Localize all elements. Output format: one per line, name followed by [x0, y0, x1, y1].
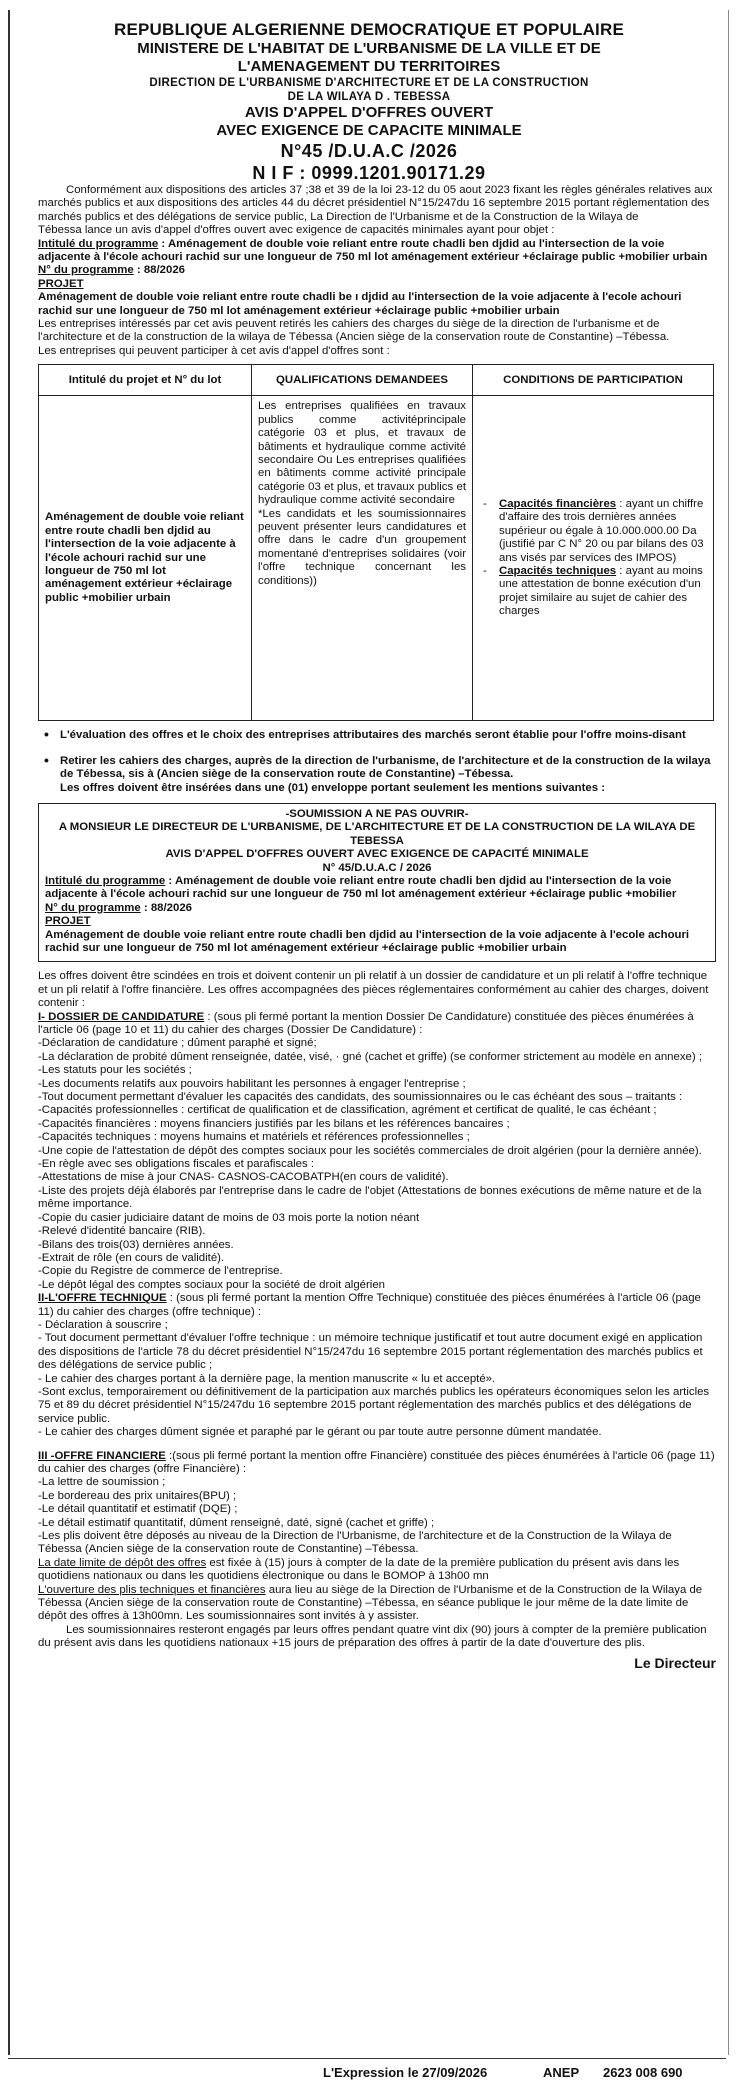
program-number: N° du programme : 88/2026 [38, 264, 185, 277]
dossier-candidature-list [38, 1037, 716, 1292]
envelope-box [38, 803, 716, 962]
list-item: -En règle avec ses obligations fiscales et parafiscales : [38, 1158, 315, 1171]
table-header-qualifications: QUALIFICATIONS DEMANDEES [252, 365, 473, 396]
publication-footer [8, 2058, 726, 2085]
signature: Le Directeur [634, 1654, 716, 1671]
intro-paragraph: Conformément aux dispositions des articles 37 ;38 et 39 de la loi 23-12 du 05 aout 2023 fixant les règles générales relatives aux marchés publics et aux dispositions des articles 44 du décret présidentiel N°15/247du 16 septembre 2015 portant réglementation des marchés publics et des délégations de service public, La Direction de l'Urbanisme et de la Construction de la Wilaya de [38, 184, 713, 223]
validity-paragraph: Les soumissionnaires resteront engagés par leurs offres pendant quatre vint dix (90) jours à compter de la première publication du présent avis dans les quotidiens nationaux +15 jours de préparation des offres à partir de la date d'ouverture des plis. [38, 1623, 707, 1650]
list-item: -Le dépôt légal des comptes sociaux pour la société de droit algérien [38, 1278, 385, 1291]
offre-financiere-heading: III -OFFRE FINANCIERE :(sous pli fermé portant la mention offre Financière) constituée des pièces énumérées à l'article 06 (page 11) du cahier des charges (offre Financière) : [38, 1449, 715, 1475]
projet-label: PROJET [38, 277, 84, 290]
withdraw-paragraph: Les entreprises intéressés par cet avis peuvent retirés les cahiers des charges du siège de la direction de l'urbanisme et de l'architecture et de la construction de la wilaya de Tébessa (Ancien siège de la conservation route de Constantine) –Tébessa. [38, 318, 670, 344]
list-item: -Tout document permettant d'évaluer les capacités des candidats, des soumissionnaires ou le cas échéant des sous – traitants : [38, 1091, 683, 1104]
offers-intro: Les offres doivent être scindées en trois et doivent contenir un pli relatif à un dossier de candidature et un pli relatif à l'offre technique et un pli relatif à l'offre financière. Les offres accompagnées des pièces réglementaires conformément au cahier des charges, doivent contenir : [38, 970, 709, 1010]
list-item: -Extrait de rôle (en cours de validité). [38, 1251, 225, 1264]
header-avis: AVIS D'APPEL D'OFFRES OUVERT [244, 104, 494, 121]
list-item: -Déclaration de candidature ; dûment paraphé et signé; [38, 1037, 317, 1050]
offre-technique-heading: II-L'OFFRE TECHNIQUE : (sous pli fermé portant la mention Offre Technique) constituée des pièces énumérées à l'article 06 (page 11) du cahier des charges (offre technique) : [38, 1292, 701, 1318]
list-item: -Le détail estimatif quantitatif, dûment renseigné, daté, signé (cachet et griffe) ; [38, 1516, 435, 1529]
list-item: - Déclaration à souscrire ; [38, 1318, 168, 1331]
offre-technique-list [38, 1319, 716, 1440]
footer-agency: ANEP [543, 2065, 580, 2080]
dossier-candidature-heading: I- DOSSIER DE CANDIDATURE : (sous pli fermé portant la mention Dossier De Candidature) constituée des pièces énumérées à l'article 06 (page 10 et 11) du cahier des charges (Dossier De Candidature) : [38, 1010, 694, 1036]
header-avis-2: AVEC EXIGENCE DE CAPACITE MINIMALE [216, 122, 522, 139]
table-header-conditions: CONDITIONS DE PARTICIPATION [473, 365, 714, 396]
list-item: -Les plis doivent être déposés au niveau de la Direction de l'Urbanisme, de l'architecture et de la Construction de la Wilaya de Tébessa (Ancien siège de la conservation route de Constantine) –Tébessa. [38, 1530, 672, 1556]
list-item: -Copie du casier judiciaire datant de moins de 03 mois porte la notion néant [38, 1211, 420, 1224]
list-item: -Une copie de l'attestation de dépôt des comptes sociaux pour les sociétés commerciales de droit algérien (pour la dernière année). [38, 1144, 702, 1157]
list-item: - Tout document permettant d'évaluer l'offre technique : un mémoire technique justificatif et tout autre document exigé en application des dispositions de l'article 78 du décret présidentiel N°15/247du 16 septembre 2015 portant réglementation des marchés publics et des délégations de service public ; [38, 1332, 703, 1372]
header-ministry-2: L'AMENAGEMENT DU TERRITOIRES [237, 58, 501, 75]
list-item: -Attestations de mise à jour CNAS- CASNOS-CACOBATPH(en cours de validité). [38, 1171, 449, 1184]
envelope-projet-text: Aménagement de double voie reliant entre route chadli ben djdid au l'intersection de la voie adjacente à l'ecole achouri rachid sur une longueur de 750 ml lot aménagement extérieur +éclairage public +mobilier urbain [45, 928, 690, 954]
intro-section [10, 184, 728, 1670]
header-number: N°45 /D.U.A.C /2026 [280, 141, 458, 161]
list-item: -Copie du Registre de commerce de l'entreprise. [38, 1265, 283, 1278]
notice-page [8, 10, 729, 2055]
header-republic: REPUBLIQUE ALGERIENNE DEMOCRATIQUE ET POPULAIRE [114, 20, 624, 39]
list-item: -La lettre de soumission ; [38, 1476, 166, 1489]
intro-paragraph-2: Tébessa lance un avis d'appel d'offres ouvert avec exigence de capacités minimales ayant pour objet : [38, 224, 555, 237]
list-item: -Capacités professionnelles : certificat de qualification et de classification, agrément et certificat de qualité, le cas échéant ; [38, 1104, 657, 1117]
opening-paragraph: L'ouverture des plis techniques et financières aura lieu au siège de la Direction de l'Urbanisme et de la Construction de la Wilaya de Tébessa (Ancien siège de la conservation route de Constantine) –Tébessa, en séance publique le jour même de la date limite de dépôt des offres à 13h00mn. Les soumissionnaires sont invités à y assister. [38, 1583, 703, 1623]
list-item: -Sont exclus, temporairement ou définitivement de la participation aux marchés publics les opérateurs économiques selon les articles 75 et 89 du décret présidentiel N°15/247du 16 septembre 2015 portant réglementation des marchés publics et des délégations de service public. [38, 1385, 710, 1425]
list-item: -Liste des projets déjà élaborés par l'entreprise dans le cadre de l'objet (Attestations de bonnes exécutions de même nature et de la même importance. [38, 1184, 702, 1211]
offre-financiere-list [38, 1476, 716, 1556]
envelope-program-number: N° du programme : 88/2026 [45, 901, 192, 914]
table-cell-project: Aménagement de double voie reliant entre route chadli ben djdid au l'intersection de la voie adjacente à l'école achouri rachid sur une longueur de 750 ml lot aménagement extérieur +éclairage public +mobilier urbain [39, 396, 252, 721]
footer-newspaper: L'Expression le 27/09/2026 [323, 2065, 488, 2080]
list-item: -Les statuts pour les sociétés ; [38, 1064, 192, 1077]
envelope-number: N° 45/D.U.A.C / 2026 [322, 861, 432, 874]
withdraw-bullet: • Retirer les cahiers des charges, auprès de la direction de l'urbanisme, de l'architecture et de la construction de la wilaya de Tébessa, sis à (Ancien siège de la conservation route de Constantine) –Tébessa. [38, 755, 716, 782]
eligible-paragraph: Les entreprises qui peuvent participer à cet avis d'appel d'offres sont : [38, 344, 390, 357]
envelope-program-title: Intitulé du programme : Aménagement de double voie reliant entre route chadli ben djdid au l'intersection de la voie adjacente à l'école achouri rachid sur une longueur de 750 ml lot aménagement extérieur +éclairage public +mobilier [45, 874, 677, 901]
footer-reference: 2623 008 690 [603, 2065, 683, 2080]
list-item: -Bilans des trois(03) dernières années. [38, 1238, 234, 1251]
program-title: Intitulé du programme : Aménagement de double voie reliant entre route chadli ben djdid au l'intersection de la voie adjacente à l'école achouri rachid sur une longueur de 750 ml lot aménagement extérieur +éclairage public +mobilier urbain [38, 237, 708, 264]
header-direction: DIRECTION DE L'URBANISME D'ARCHITECTURE ET DE LA CONSTRUCTION [149, 77, 589, 89]
deadline-paragraph: La date limite de dépôt des offres est fixée à (15) jours à compter de la date de la première publication du présent avis dans les quotidiens nationaux ou dans les quotidiens électronique ou dans le BOMOP à 13h00 mn [38, 1556, 680, 1583]
projet-text: Aménagement de double voie reliant entre route chadli be ı djdid au l'intersection de la voie adjacente à l'ecole achouri rachid sur une longueur de 750 ml lot aménagement extérieur +éclairage public +mobilier urbain [38, 291, 682, 317]
offers-section [38, 970, 716, 1670]
list-item: -Relevé d'identité bancaire (RIB). [38, 1225, 206, 1238]
envelope-addressee: A MONSIEUR LE DIRECTEUR DE L'URBANISME, DE L'ARCHITECTURE ET DE LA CONSTRUCTION DE LA WILAYA DE TEBESSA [58, 821, 696, 847]
header-nif: N I F : 0999.1201.90171.29 [252, 163, 486, 183]
envelope-projet-label: PROJET [45, 915, 91, 928]
envelope-do-not-open: -SOUMISSION A NE PAS OUVRIR- [285, 807, 469, 820]
list-item: -Le détail quantitatif et estimatif (DQE) ; [38, 1503, 238, 1516]
header-ministry: MINISTERE DE L'HABITAT DE L'URBANISME DE LA VILLE ET DE [137, 40, 601, 57]
list-item: -Capacités techniques : moyens humains et matériels et références professionnelles ; [38, 1131, 470, 1144]
list-item: -Le bordereau des prix unitaires(BPU) ; [38, 1489, 237, 1502]
list-item: - Le cahier des charges portant à la dernière page, la mention manuscrite « lu et accepté». [38, 1372, 496, 1385]
list-item: -Capacités financières : moyens financiers justifiés par les bilans et les références bancaires ; [38, 1117, 510, 1130]
list-item: - Le cahier des charges dûment signée et paraphé par le gérant ou par toute autre personne dûment mandatée. [38, 1426, 602, 1439]
table-cell-qualifications: Les entreprises qualifiées en travaux publics comme activitéprincipale catégorie 03 et plus, et travaux de bâtiments et hydraulique comme activité secondaire Ou Les entreprises qualifiées en bâtiments comme activité principale catégorie 03 et plus, et travaux publics et hydraulique comme activité secondaire *Les candidats et les soumissionnaires peuvent présenter leurs candidatures et offre dans le cadre d'un groupement momentané d'entreprises solidaires (voir l'offre technique concernant les conditions)) [252, 396, 473, 721]
envelope-avis: AVIS D'APPEL D'OFFRES OUVERT AVEC EXIGENCE DE CAPACITÉ MINIMALE [165, 848, 589, 861]
table-cell-conditions: - Capacités financières : ayant un chiffre d'affaire des trois dernières années supérieur ou égale à 10.000.000.00 Da (justifié par C N° 20 ou par bilans des 03 ans visés par services des IMPOS) - Capacités techniques : ayant au moins une attestation de bonne exécution d'un projet similaire au sujet de cahier des charges [473, 396, 714, 721]
table-header-project: Intitulé du projet et N° du lot [39, 365, 252, 396]
header-wilaya: DE LA WILAYA D . TEBESSA [287, 91, 451, 103]
envelope-note: Les offres doivent être insérées dans une (01) enveloppe portant seulement les mentions suivantes : [60, 781, 606, 794]
evaluation-bullet: • L'évaluation des offres et le choix des entreprises attributaires des marchés seront établie pour l'offre moins-disant [38, 729, 716, 742]
qualifications-table [38, 364, 714, 721]
list-item: -La déclaration de probité dûment renseignée, datée, visé, · gné (cachet et griffe) (se conformer strictement au modèle en annexe) ; [38, 1050, 702, 1063]
list-item: -Les documents relatifs aux pouvoirs habilitant les personnes à engager l'entreprise ; [38, 1077, 466, 1090]
